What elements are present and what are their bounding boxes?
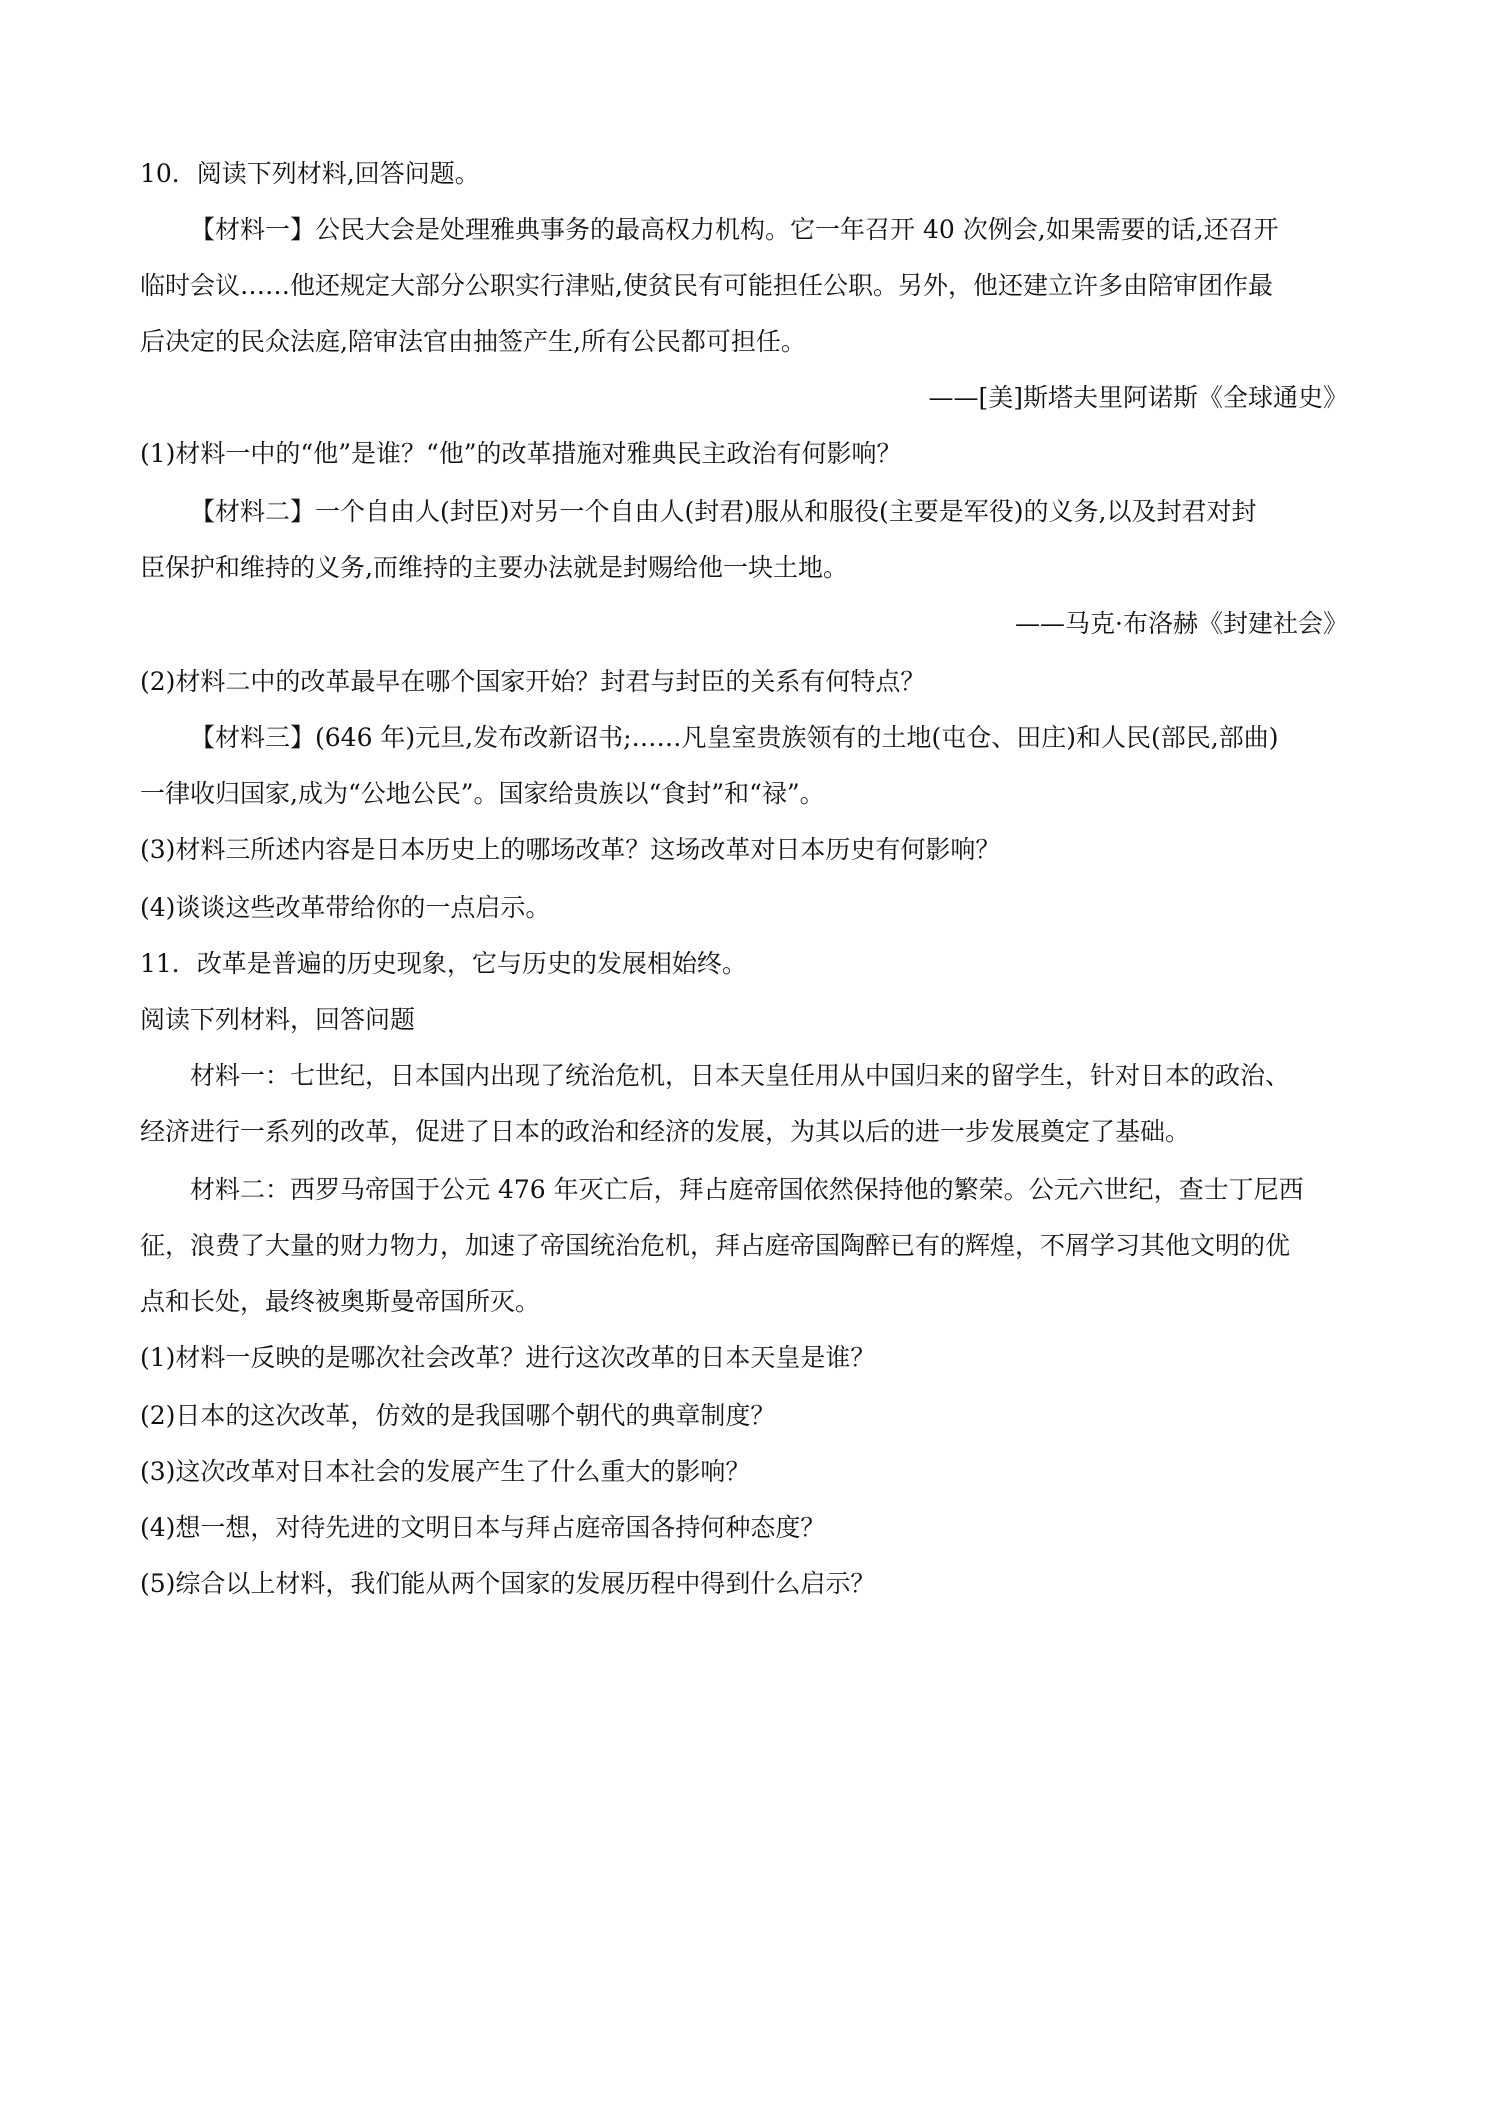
q10-material-1-source: ——[美]斯塔夫里阿诺斯《全球通史》	[928, 383, 1348, 412]
q11-sub-question-4: (4)想一想，对待先进的文明日本与拜占庭帝国各持何种态度？	[140, 1513, 826, 1542]
question-11-title: 11．改革是普遍的历史现象，它与历史的发展相始终。	[140, 949, 747, 978]
q10-sub-question-4: (4)谈谈这些改革带给你的一点启示。	[140, 893, 551, 922]
q11-intro: 阅读下列材料，回答问题	[140, 1005, 416, 1034]
q11-material-2-line: 征，浪费了大量的财力物力，加速了帝国统治危机，拜占庭帝国陶醉已有的辉煌，不屑学习其他文明的优	[140, 1231, 1291, 1260]
q10-material-3-line: 一律收归国家,成为“公地公民”。国家给贵族以“食封”和“禄”。	[140, 779, 825, 808]
q10-material-2-line: 臣保护和维持的义务,而维持的主要办法就是封赐给他一块土地。	[140, 553, 848, 582]
q11-material-1-line: 经济进行一系列的改革，促进了日本的政治和经济的发展，为其以后的进一步发展奠定了基础。	[140, 1117, 1191, 1146]
q11-sub-question-3: (3)这次改革对日本社会的发展产生了什么重大的影响？	[140, 1457, 751, 1486]
q10-material-2-line: 【材料二】一个自由人(封臣)对另一个自由人(封君)服从和服役(主要是军役)的义务,以及封君对封	[190, 497, 1257, 526]
q10-material-1-line: 后决定的民众法庭,陪审法官由抽签产生,所有公民都可担任。	[140, 327, 806, 356]
q10-material-2-source: ——马克·布洛赫《封建社会》	[1015, 609, 1348, 638]
question-10-title: 10．阅读下列材料,回答问题。	[140, 159, 480, 188]
q10-sub-question-3: (3)材料三所述内容是日本历史上的哪场改革？这场改革对日本历史有何影响？	[140, 835, 1001, 864]
q11-material-2-line: 材料二：西罗马帝国于公元 476 年灭亡后，拜占庭帝国依然保持他的繁荣。公元六世纪，查士丁尼西	[190, 1175, 1304, 1204]
q11-material-2-line: 点和长处，最终被奥斯曼帝国所灭。	[140, 1287, 541, 1316]
q11-sub-question-1: (1)材料一反映的是哪次社会改革？进行这次改革的日本天皇是谁？	[140, 1343, 876, 1372]
q10-material-1-line: 临时会议……他还规定大部分公职实行津贴,使贫民有可能担任公职。另外，他还建立许多由陪审团作最	[140, 271, 1273, 300]
q10-sub-question-1: (1)材料一中的“他”是谁？“他”的改革措施对雅典民主政治有何影响？	[140, 439, 902, 468]
q11-sub-question-2: (2)日本的这次改革，仿效的是我国哪个朝代的典章制度？	[140, 1401, 776, 1430]
q11-sub-question-5: (5)综合以上材料，我们能从两个国家的发展历程中得到什么启示？	[140, 1569, 876, 1598]
q11-material-1-line: 材料一：七世纪，日本国内出现了统治危机，日本天皇任用从中国归来的留学生，针对日本的政治、	[190, 1061, 1291, 1090]
q10-material-1-line: 【材料一】公民大会是处理雅典事务的最高权力机构。它一年召开 40 次例会,如果需要的话,还召开	[190, 215, 1279, 244]
q10-material-3-line: 【材料三】(646 年)元旦,发布改新诏书;……凡皇室贵族领有的土地(屯仓、田庄)和人民(部民,部曲)	[190, 723, 1279, 752]
q10-sub-question-2: (2)材料二中的改革最早在哪个国家开始？封君与封臣的关系有何特点？	[140, 667, 926, 696]
